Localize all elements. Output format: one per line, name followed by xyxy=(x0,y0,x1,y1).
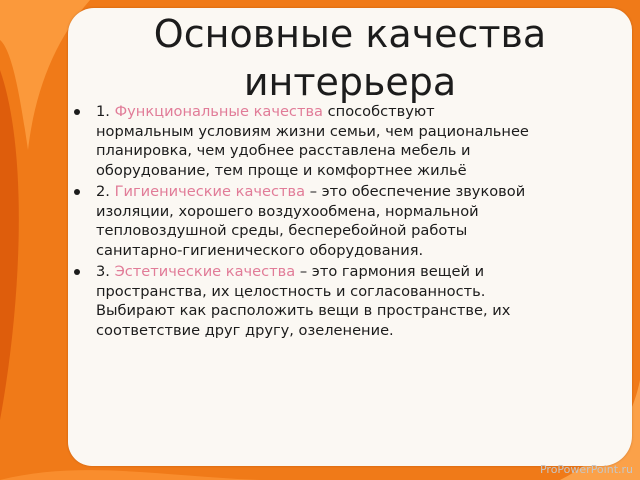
item-text: – это обеспечение звуковой изоляции, хорошего воздухообмена, нормальной тепловоздушной среды, бесперебойной работы санитарно-гигиенического оборудования. xyxy=(96,183,526,259)
quality-list xyxy=(68,102,530,342)
item-term: Эстетические качества xyxy=(114,263,296,280)
item-number: 1. xyxy=(96,103,110,120)
item-text: способствуют нормальным условиям жизни семьи, чем рациональнее планировка, чем удобнее расставлена мебель и оборудование, тем проще и комфортнее жильё xyxy=(96,103,529,179)
dark-swoosh-shape xyxy=(0,70,19,420)
bullet-icon xyxy=(74,269,80,275)
watermark: ProPowerPoint.ru xyxy=(539,463,633,476)
slide-title: Основные качества интерьера xyxy=(153,12,547,104)
bullet-icon xyxy=(74,109,80,115)
item-number: 3. xyxy=(96,263,110,280)
bullet-icon xyxy=(74,189,80,195)
bottom-swoosh-shape xyxy=(0,470,260,480)
list-item xyxy=(68,102,530,180)
item-number: 2. xyxy=(96,183,110,200)
list-item xyxy=(68,262,530,340)
item-term: Функциональные качества xyxy=(114,103,324,120)
item-text: – это гармония вещей и пространства, их целостность и согласованность. Выбирают как расположить вещи в пространстве, их соответствие друг другу, озеленение. xyxy=(96,263,511,339)
list-item xyxy=(68,182,530,260)
item-term: Гигиенические качества xyxy=(114,183,306,200)
